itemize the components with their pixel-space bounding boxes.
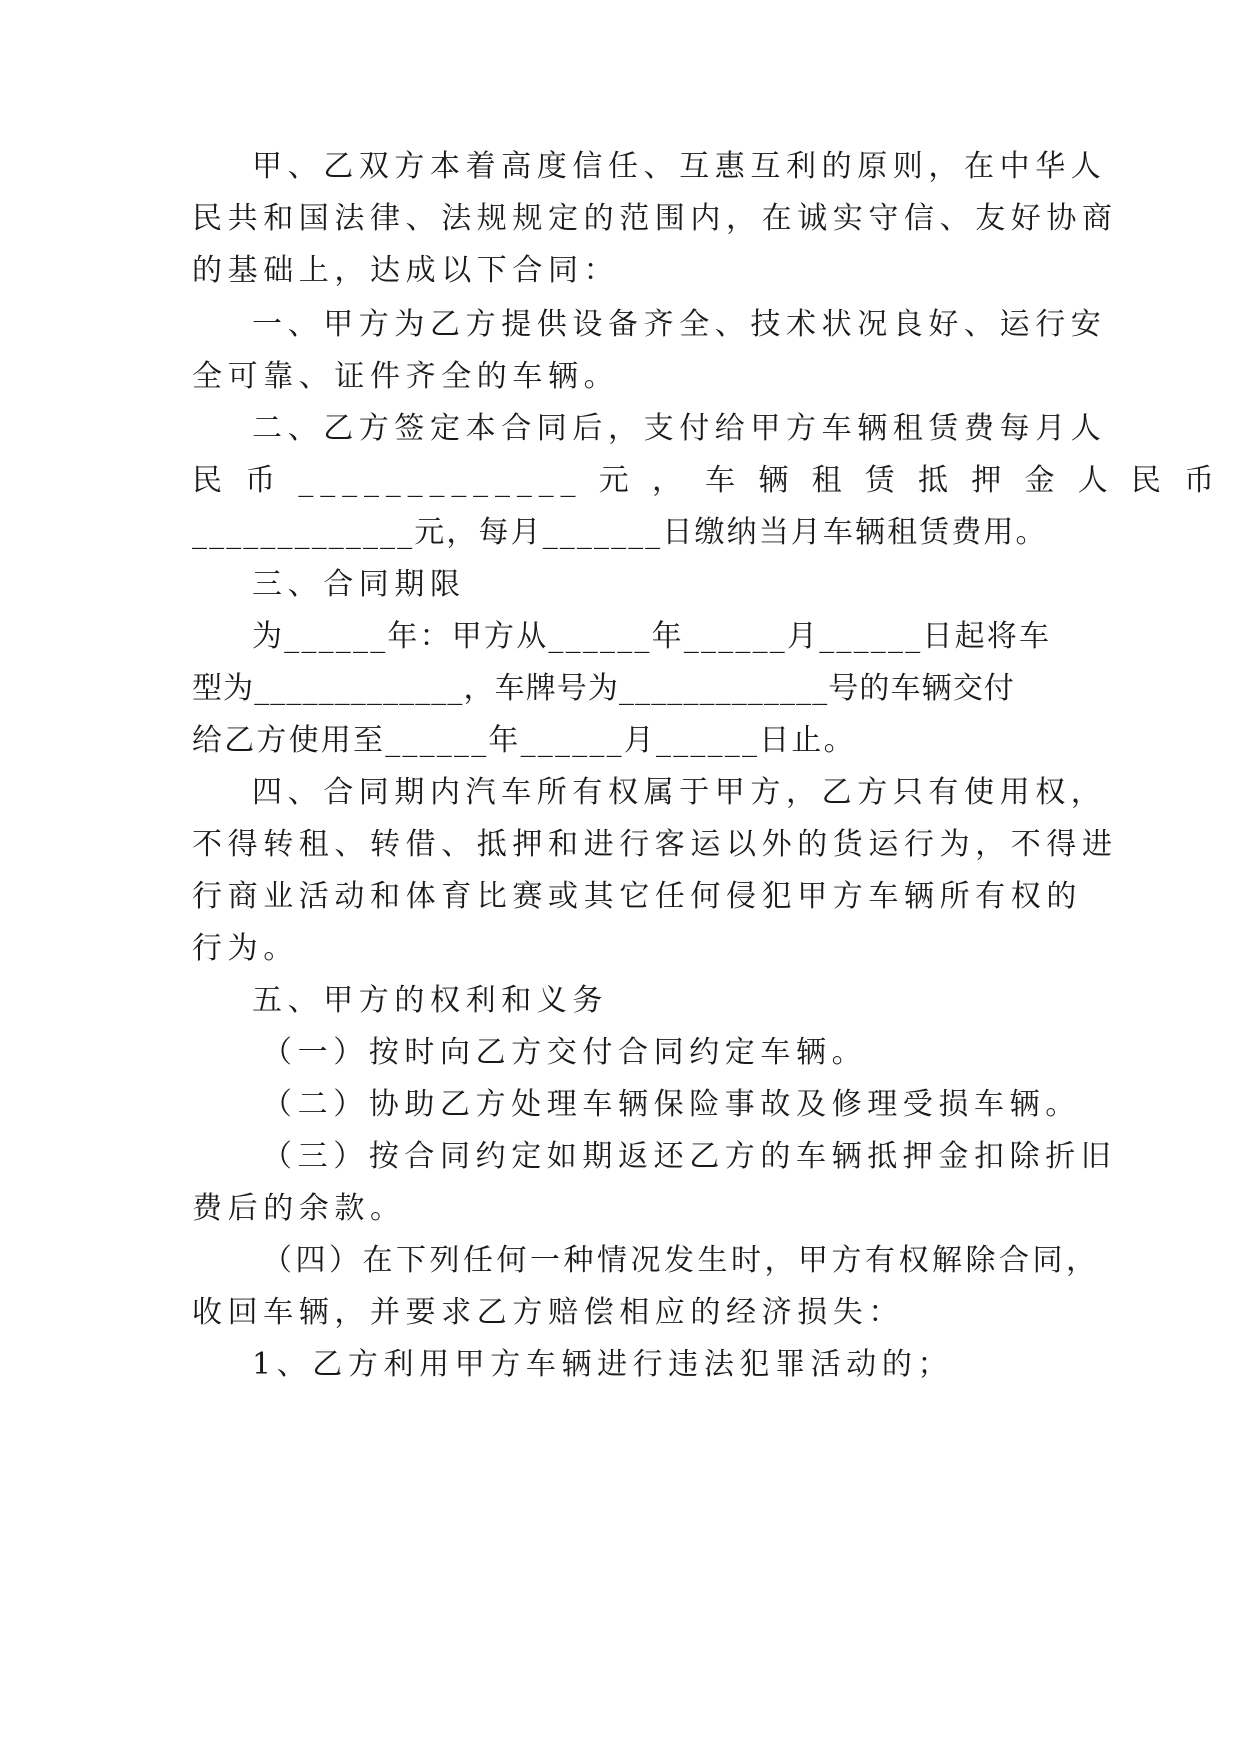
paragraph-line: 型为_____________，车牌号为_____________号的车辆交付: [192, 671, 1015, 706]
list-item: （三）按合同约定如期返还乙方的车辆抵押金扣除折旧: [262, 1139, 1117, 1174]
section-heading: 三、合同期限: [252, 567, 466, 602]
paragraph-line: 民 币 _____________ 元 ， 车 辆 租 赁 抵 押 金 人 民 币: [192, 463, 1221, 498]
paragraph-line: 为______年：甲方从______年______月______日起将车: [252, 619, 1052, 654]
paragraph-line: 四、合同期内汽车所有权属于甲方，乙方只有使用权，: [252, 775, 1107, 810]
paragraph-line: 收回车辆，并要求乙方赔偿相应的经济损失：: [192, 1295, 904, 1330]
section-heading: 五、甲方的权利和义务: [252, 983, 608, 1018]
paragraph-line: 的基础上，达成以下合同：: [192, 253, 620, 288]
list-item: （四）在下列任何一种情况发生时，甲方有权解除合同，: [262, 1243, 1100, 1278]
paragraph-line: 一、甲方为乙方提供设备齐全、技术状况良好、运行安: [252, 307, 1107, 342]
paragraph-line: 行为。: [192, 931, 299, 966]
paragraph-line: 二、乙方签定本合同后，支付给甲方车辆租赁费每月人: [252, 411, 1107, 446]
list-item: （二）协助乙方处理车辆保险事故及修理受损车辆。: [262, 1087, 1081, 1122]
paragraph-line: 行商业活动和体育比赛或其它任何侵犯甲方车辆所有权的: [192, 879, 1082, 914]
list-item: 1、乙方利用甲方车辆进行违法犯罪活动的；: [252, 1347, 954, 1382]
paragraph-line: _____________元，每月_______日缴纳当月车辆租赁费用。: [192, 515, 1048, 550]
list-item: （一）按时向乙方交付合同约定车辆。: [262, 1035, 868, 1070]
paragraph-line: 甲、乙双方本着高度信任、互惠互利的原则，在中华人: [252, 149, 1107, 184]
paragraph-line: 费后的余款。: [192, 1191, 406, 1226]
paragraph-line: 给乙方使用至______年______月______日止。: [192, 723, 856, 758]
paragraph-line: 民共和国法律、法规规定的范围内，在诚实守信、友好协商: [192, 201, 1118, 236]
paragraph-line: 全可靠、证件齐全的车辆。: [192, 359, 620, 394]
paragraph-line: 不得转租、转借、抵押和进行客运以外的货运行为，不得进: [192, 827, 1118, 862]
